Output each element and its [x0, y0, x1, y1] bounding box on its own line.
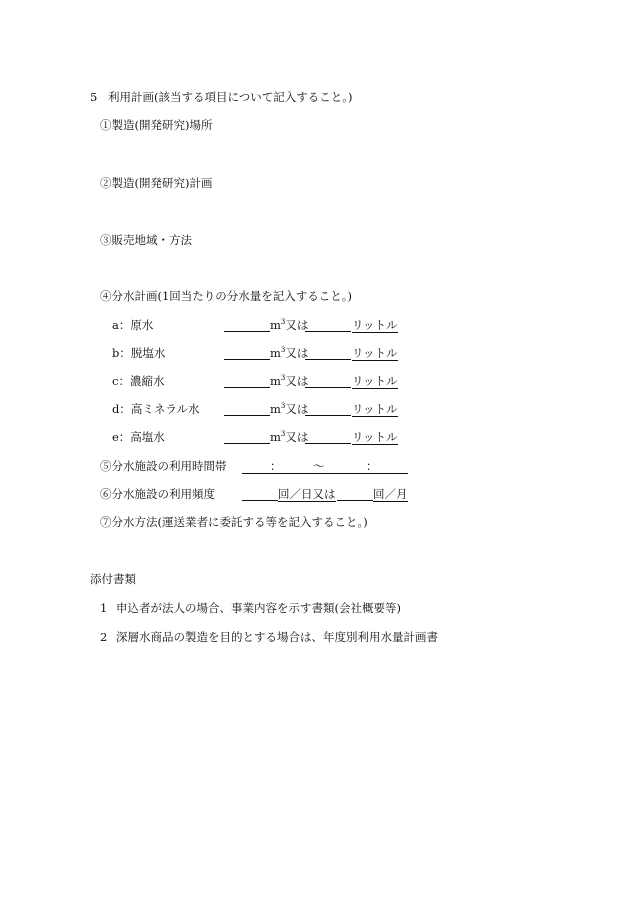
- times-per-day-unit: 回／日又は: [278, 487, 336, 501]
- attachment-number: 2: [100, 630, 108, 644]
- water-type-label: a：原水: [112, 318, 154, 332]
- time-tilde: ～: [313, 459, 325, 473]
- attachment-item: [100, 601, 401, 615]
- time-colon-start: ：: [270, 459, 282, 473]
- liter-blank[interactable]: [305, 346, 351, 360]
- cubic-meter-blank[interactable]: [224, 346, 270, 360]
- cubic-meter-blank[interactable]: [224, 402, 270, 416]
- item-facility-hours: ⑤分水施設の利用時間帯: [100, 459, 227, 473]
- section-number: 5: [90, 90, 98, 104]
- cubic-meter-unit: $m^3$又は: [270, 318, 309, 332]
- attachments-heading: 添付書類: [90, 572, 136, 586]
- water-type-label: b：脱塩水: [112, 346, 166, 360]
- time-colon-end: ：: [366, 459, 378, 473]
- water-type-label: c：濃縮水: [112, 374, 165, 388]
- cubic-meter-unit: $m^3$又は: [270, 374, 309, 388]
- liter-unit: リットル: [352, 430, 398, 444]
- frequency-fields: [242, 487, 408, 501]
- liter-blank[interactable]: [305, 430, 351, 444]
- times-per-day-blank[interactable]: [242, 487, 278, 501]
- distribution-row: [112, 402, 412, 416]
- water-type-label: e：高塩水: [112, 430, 165, 444]
- time-range-blank[interactable]: [242, 459, 408, 474]
- item-manufacturing-plan: ②製造(開発研究)計画: [100, 176, 213, 190]
- water-type-label: d：高ミネラル水: [112, 402, 200, 416]
- attachment-text: 申込者が法人の場合、事業内容を示す書類(会社概要等): [116, 601, 401, 615]
- cubic-meter-blank[interactable]: [224, 318, 270, 332]
- liter-unit: リットル: [352, 402, 398, 416]
- times-per-month-unit: 回／月: [373, 487, 408, 501]
- attachment-number: 1: [100, 601, 108, 615]
- cubic-meter-blank[interactable]: [224, 374, 270, 388]
- section-title-text: 利用計画(該当する項目について記入すること。): [108, 90, 353, 104]
- cubic-meter-unit: $m^3$又は: [270, 346, 309, 360]
- item-sales-area: ③販売地域・方法: [100, 233, 192, 247]
- item-distribution-plan: ④分水計画(1回当たりの分水量を記入すること。): [100, 289, 353, 303]
- item-manufacturing-place: ①製造(開発研究)場所: [100, 118, 213, 132]
- item-distribution-method: ⑦分水方法(運送業者に委託する等を記入すること。): [100, 515, 368, 529]
- cubic-meter-blank[interactable]: [224, 430, 270, 444]
- attachment-item: [100, 630, 438, 644]
- section-heading: [90, 90, 353, 104]
- times-per-month-blank[interactable]: [337, 487, 373, 501]
- distribution-row: [112, 374, 412, 388]
- distribution-row: [112, 430, 412, 444]
- item-facility-frequency: ⑥分水施設の利用頻度: [100, 487, 215, 501]
- liter-blank[interactable]: [305, 318, 351, 332]
- liter-unit: リットル: [352, 346, 398, 360]
- liter-unit: リットル: [352, 318, 398, 332]
- attachment-text: 深層水商品の製造を目的とする場合は、年度別利用水量計画書: [116, 630, 438, 644]
- cubic-meter-unit: $m^3$又は: [270, 430, 309, 444]
- cubic-meter-unit: $m^3$又は: [270, 402, 309, 416]
- distribution-row: [112, 318, 412, 332]
- liter-blank[interactable]: [305, 374, 351, 388]
- distribution-row: [112, 346, 412, 360]
- liter-unit: リットル: [352, 374, 398, 388]
- liter-blank[interactable]: [305, 402, 351, 416]
